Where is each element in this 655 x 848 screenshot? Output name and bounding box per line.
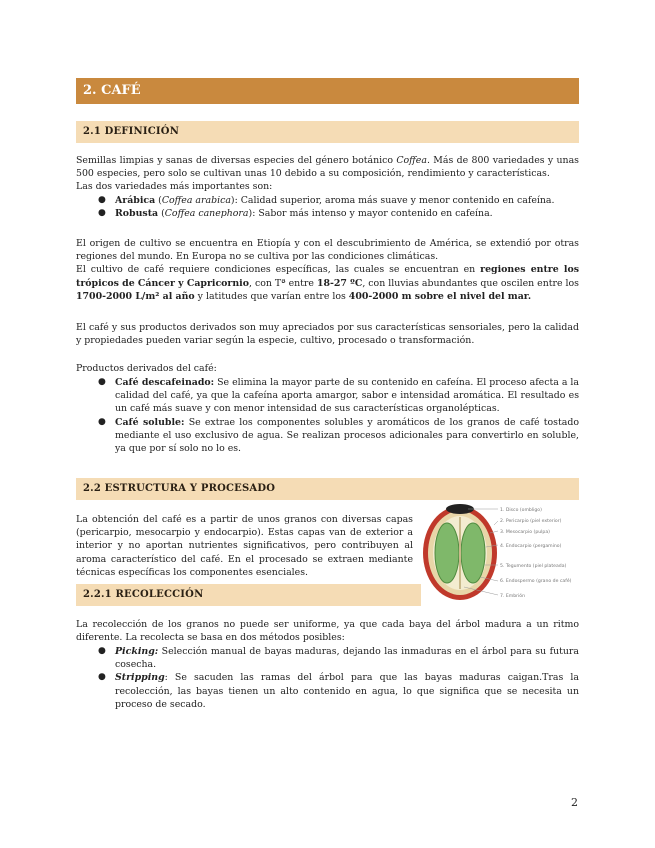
derived-products-intro: Productos derivados del café: — [76, 363, 217, 374]
list-item: ● Café descafeinado: Se elimina la mayor parte de su contenido en cafeína. El proceso afecta a la calidad del café, ya que la cafeína aporta amargor, sabor e intensidad aromática. El resultado es un café más suave y con menor intensidad de sus características organolépticas. — [98, 377, 579, 415]
recoleccion-paragraph: La recolección de los granos no puede ser uniforme, ya que cada baya del árbol madura a un ritmo diferente. La recolecta se basa en dos métodos posibles: — [76, 619, 579, 644]
list-item: ● Arábica (Coffea arabica): Calidad superior, aroma más suave y menor contenido en cafeína. — [98, 195, 555, 206]
figure-label: 1. Disco (ombligo) — [500, 508, 542, 513]
figure-label: 5. Tegumento (piel plateada) — [500, 564, 567, 569]
list-item: ● Robusta (Coffea canephora): Sabor más intenso y mayor contenido en cafeína. — [98, 208, 493, 220]
section-title: 2. CAFÉ — [76, 78, 579, 104]
figure-label: 2. Pericarpio (piel exterior) — [500, 519, 562, 524]
harvest-methods-list — [76, 645, 579, 711]
list-item: ● Café soluble: Se extrae los componentes solubles y aromáticos de los granos de café tostado mediante el uso exclusivo de agua. Se realizan procesos adicionales para convertirlo en soluble, ya que por sí solo no lo es. — [98, 416, 579, 455]
subsection-title-estructura: 2.2 ESTRUCTURA Y PROCESADO — [76, 478, 579, 500]
figure-label: 7. Embrión — [500, 594, 526, 599]
coffee-bean-illustration — [420, 503, 580, 601]
estructura-paragraph: La obtención del café es a partir de unos granos con diversas capas (pericarpio, mesocarpio y endocarpio). Estas capas van de exterior a interior y no aportan nutrientes significativos, pero contribuyen al aroma característico del café. En el procesado se extraen mediante técnicas específicas los componentes esenciales. — [76, 514, 413, 578]
list-item: ● Picking: Selección manual de bayas maduras, dejando las inmaduras en el árbol para su futura cosecha. — [98, 646, 579, 671]
definicion-paragraph-1: Semillas limpias y sanas de diversas especies del género botánico Coffea. Más de 800 variedades y unas 500 especies, pero solo se cultivan unas 10 debido a su composición, rendimiento y características. Las dos variedades más importantes son: — [76, 155, 579, 193]
derived-products-list — [76, 376, 579, 455]
subsection-title-recoleccion: 2.2.1 RECOLECCIÓN — [76, 584, 421, 606]
figure-label: 4. Endocarpio (pergamino) — [500, 544, 562, 549]
varieties-list — [76, 194, 579, 220]
coffee-bean-diagram — [420, 503, 580, 601]
page-number: 2 — [571, 796, 578, 809]
origin-paragraph: El origen de cultivo se encuentra en Etiopía y con el descubrimiento de América, se extendió por otras regiones del mundo. En Europa no se cultiva por las condiciones climáticas. El cultivo de café requiere condiciones específicas, las cuales se encuentran en regiones entre los trópicos de Cáncer y Capricornio, con Tª entre 18-27 ºC, con lluvias abundantes que oscilen entre los 1700-2000 L/m² al año y latitudes que varían entre los 400-2000 m sobre el nivel del mar. — [76, 238, 580, 302]
subsection-title-definicion: 2.1 DEFINICIÓN — [76, 121, 579, 143]
figure-label: 3. Mesocarpio (pulpa) — [500, 530, 550, 535]
sensory-paragraph: El café y sus productos derivados son muy apreciados por sus características sensoriales, pero la calidad y propiedades pueden variar según la especie, cultivo, procesado o transformación. — [76, 322, 579, 347]
figure-label: 6. Endospermo (grano de café) — [500, 579, 572, 584]
list-item: ● Stripping: Se sacuden las ramas del árbol para que las bayas maduras caigan.Tras la recolección, las bayas tienen un alto contenido en agua, lo que significa que se necesita un proceso de secado. — [98, 672, 579, 710]
